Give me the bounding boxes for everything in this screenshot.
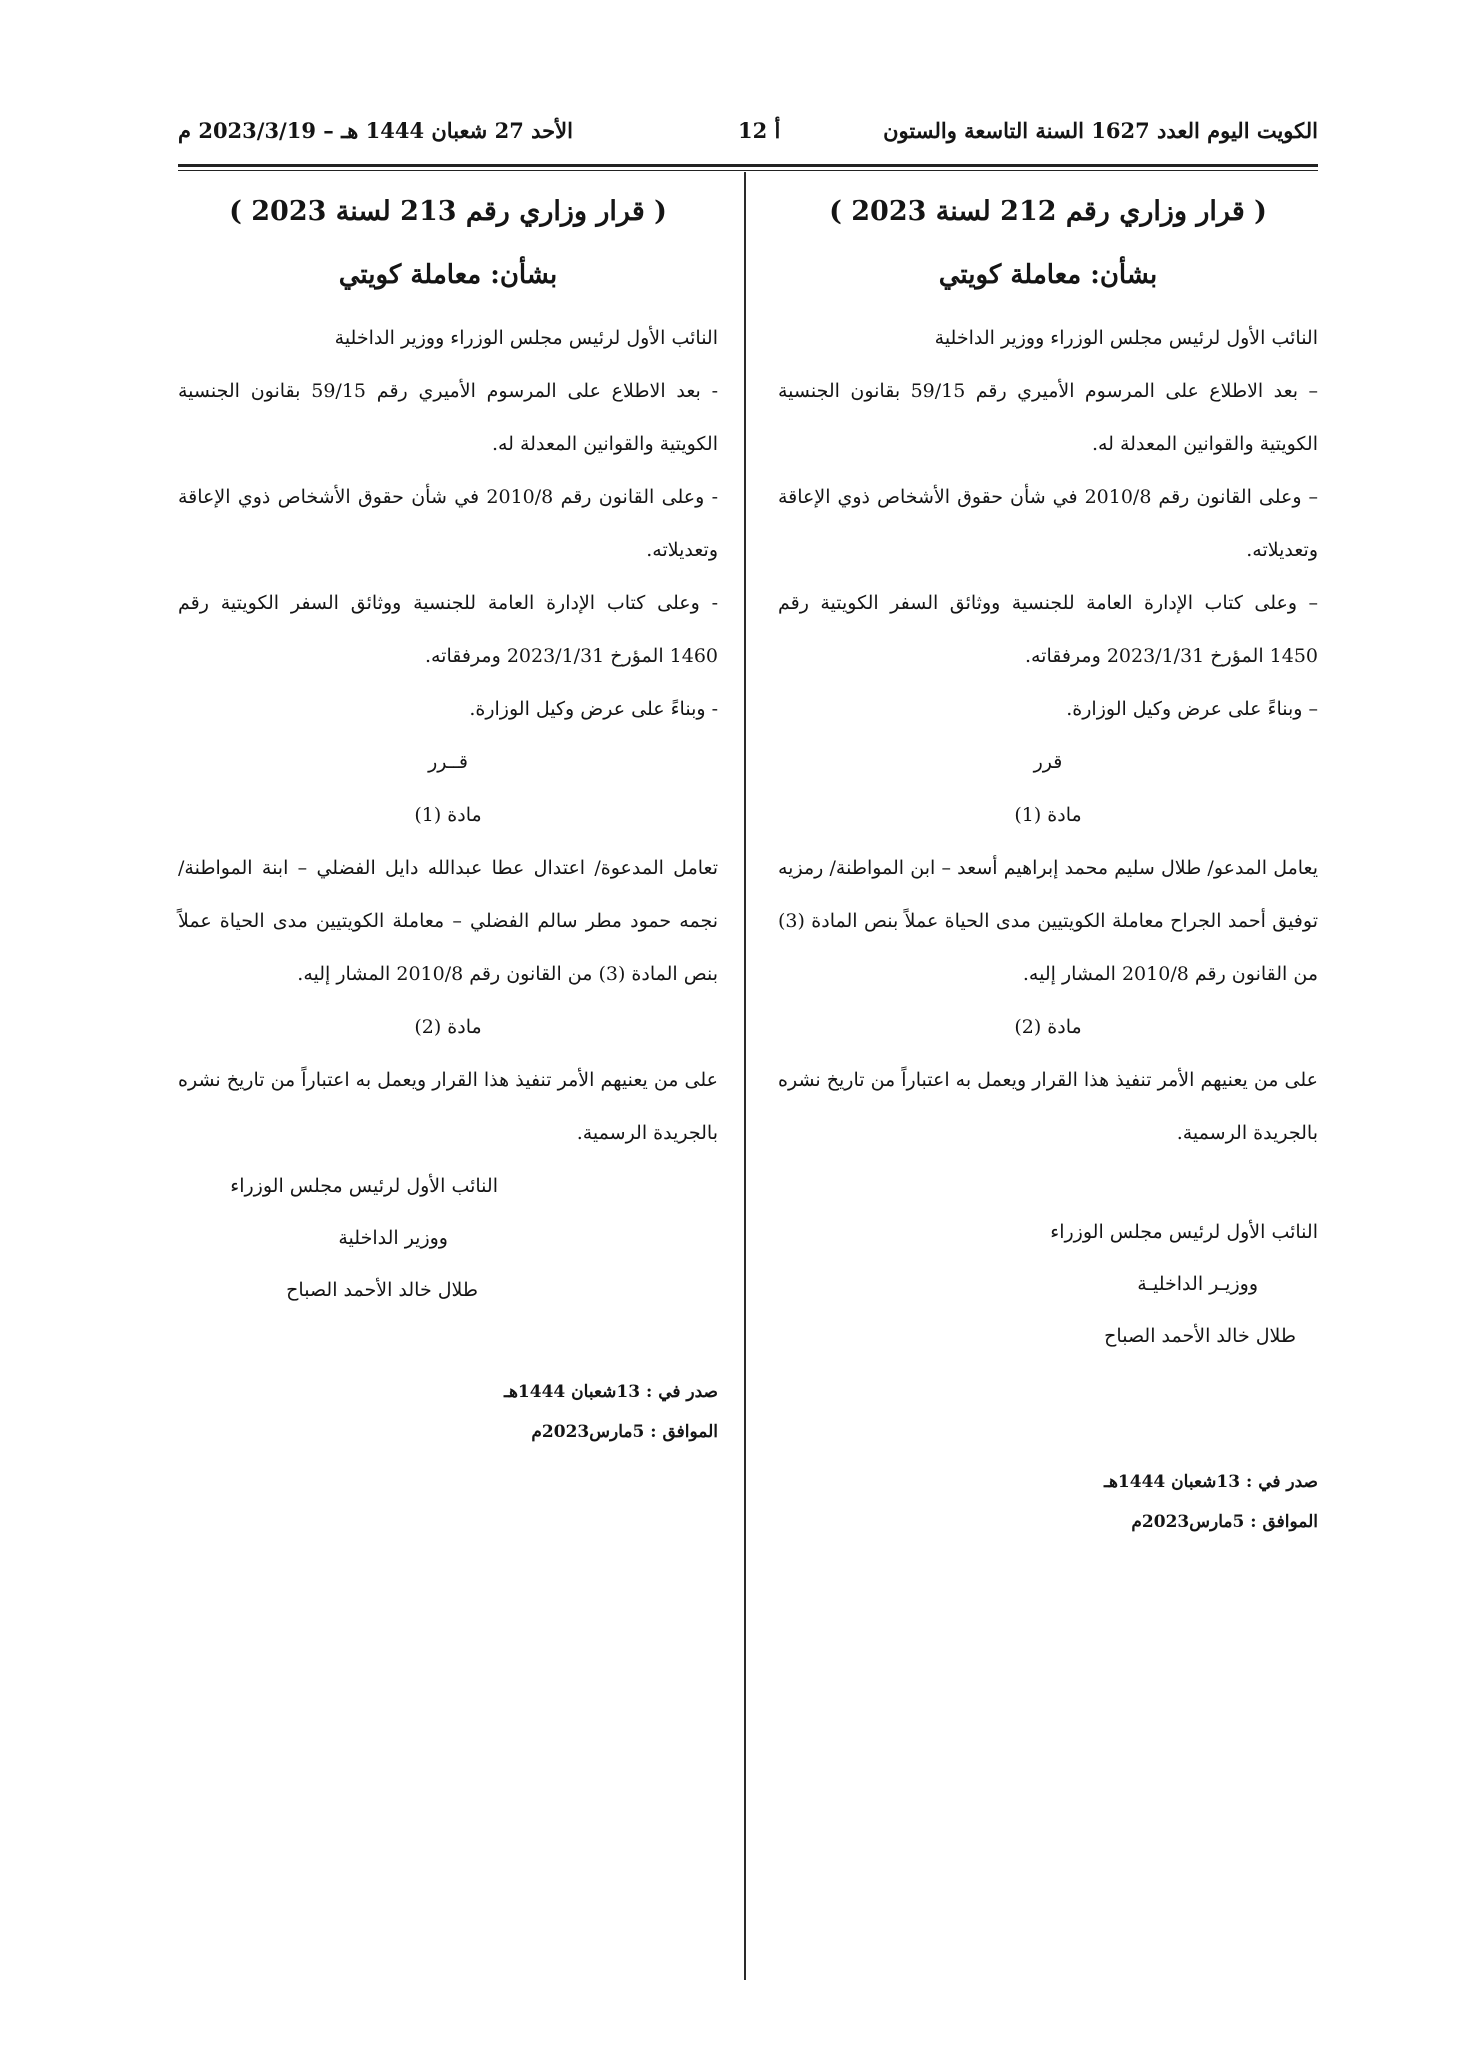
decision-212-preamble-2: – وعلى القانون رقم 2010/8 في شأن حقوق الأشخاص ذوي الإعاقة وتعديلاته. <box>778 486 1318 561</box>
decision-212-signature-block <box>1028 1206 1318 1362</box>
decision-213-decided: قــرر <box>428 751 468 773</box>
column-divider <box>744 172 746 1980</box>
gazette-issue-info: الكويت اليوم العدد 1627 السنة التاسعة والستون <box>883 118 1318 143</box>
decision-212-column <box>778 180 1318 1542</box>
decision-213-article-1-text: تعامل المدعوة/ اعتدال عطا عبدالله دايل الفضلي – ابنة المواطنة/ نجمه حمود مطر سالم الفضلي – معاملة الكويتيين مدى الحياة عملاً بنص المادة (3) من القانون رقم 2010/8 المشار إليه. <box>178 857 718 985</box>
decision-212-corresponding-date: الموافق : 5مارس2023م <box>1131 1512 1318 1532</box>
decision-213-signatory-ministry: ووزير الداخلية <box>338 1227 448 1249</box>
decision-213-preamble-1: - بعد الاطلاع على المرسوم الأميري رقم 59/15 بقانون الجنسية الكويتية والقوانين المعدلة له. <box>178 380 718 455</box>
decision-212-signatory-ministry: ووزيـر الداخليـة <box>1137 1273 1258 1295</box>
decision-213-issuer: النائب الأول لرئيس مجلس الوزراء ووزير الداخلية <box>334 327 718 349</box>
decision-212-article-2-text: على من يعنيهم الأمر تنفيذ هذا القرار ويعمل به اعتباراً من تاريخ نشره بالجريدة الرسمية. <box>778 1069 1318 1144</box>
decision-212-article-1-title: مادة (1) <box>1014 804 1082 826</box>
decision-212-article-1-text: يعامل المدعو/ طلال سليم محمد إبراهيم أسعد – ابن المواطنة/ رمزيه توفيق أحمد الجراح معاملة الكويتيين مدى الحياة عملاً بنص المادة (3) من القانون رقم 2010/8 المشار إليه. <box>778 857 1318 985</box>
decision-212-signatory-title: النائب الأول لرئيس مجلس الوزراء <box>1050 1221 1318 1243</box>
decision-212-preamble-1: – بعد الاطلاع على المرسوم الأميري رقم 59/15 بقانون الجنسية الكويتية والقوانين المعدلة له. <box>778 380 1318 455</box>
decision-213-signatory-title: النائب الأول لرئيس مجلس الوزراء <box>230 1175 498 1197</box>
decision-212-issuer: النائب الأول لرئيس مجلس الوزراء ووزير الداخلية <box>934 327 1318 349</box>
decision-212-signatory-name: طلال خالد الأحمد الصباح <box>1104 1325 1296 1347</box>
decision-212-decided: قرر <box>1033 751 1063 773</box>
decision-213-article-2-title: مادة (2) <box>414 1016 482 1038</box>
decision-213-corresponding-date: الموافق : 5مارس2023م <box>531 1422 718 1442</box>
page-header <box>178 118 1318 154</box>
header-rule-thick <box>178 164 1318 167</box>
publication-date: الأحد 27 شعبان 1444 هـ – 2023/3/19 م <box>178 118 573 143</box>
decision-213-title: ( قرار وزاري رقم 213 لسنة 2023 ) <box>229 196 667 227</box>
decision-213-article-1-title: مادة (1) <box>414 804 482 826</box>
decision-212-article-2-title: مادة (2) <box>1014 1016 1082 1038</box>
decision-212-issued-date: صدر في : 13شعبان 1444هـ <box>1103 1472 1318 1492</box>
header-rule-thin <box>178 170 1318 171</box>
decision-213-article-2-text: على من يعنيهم الأمر تنفيذ هذا القرار ويعمل به اعتباراً من تاريخ نشره بالجريدة الرسمية. <box>178 1069 718 1144</box>
decision-213-issued-date: صدر في : 13شعبان 1444هـ <box>503 1382 718 1402</box>
decision-212-preamble-3: – وعلى كتاب الإدارة العامة للجنسية ووثائق السفر الكويتية رقم 1450 المؤرخ 2023/1/31 ومرفقاته. <box>778 592 1318 667</box>
decision-212-title: ( قرار وزاري رقم 212 لسنة 2023 ) <box>829 196 1267 227</box>
decision-212-subject: بشأن: معاملة كويتي <box>938 260 1158 290</box>
decision-213-subject: بشأن: معاملة كويتي <box>338 260 558 290</box>
decision-213-preamble-4: - وبناءً على عرض وكيل الوزارة. <box>469 698 718 720</box>
decision-213-preamble-3: - وعلى كتاب الإدارة العامة للجنسية ووثائق السفر الكويتية رقم 1460 المؤرخ 2023/1/31 ومرفقاته. <box>178 592 718 667</box>
decision-213-column <box>178 180 718 1452</box>
decision-212-preamble-4: – وبناءً على عرض وكيل الوزارة. <box>1066 698 1318 720</box>
decision-213-preamble-2: - وعلى القانون رقم 2010/8 في شأن حقوق الأشخاص ذوي الإعاقة وتعديلاته. <box>178 486 718 561</box>
decision-213-signature-block <box>178 1160 718 1316</box>
decision-213-signatory-name: طلال خالد الأحمد الصباح <box>286 1279 478 1301</box>
page-number: أ 12 <box>738 118 781 143</box>
